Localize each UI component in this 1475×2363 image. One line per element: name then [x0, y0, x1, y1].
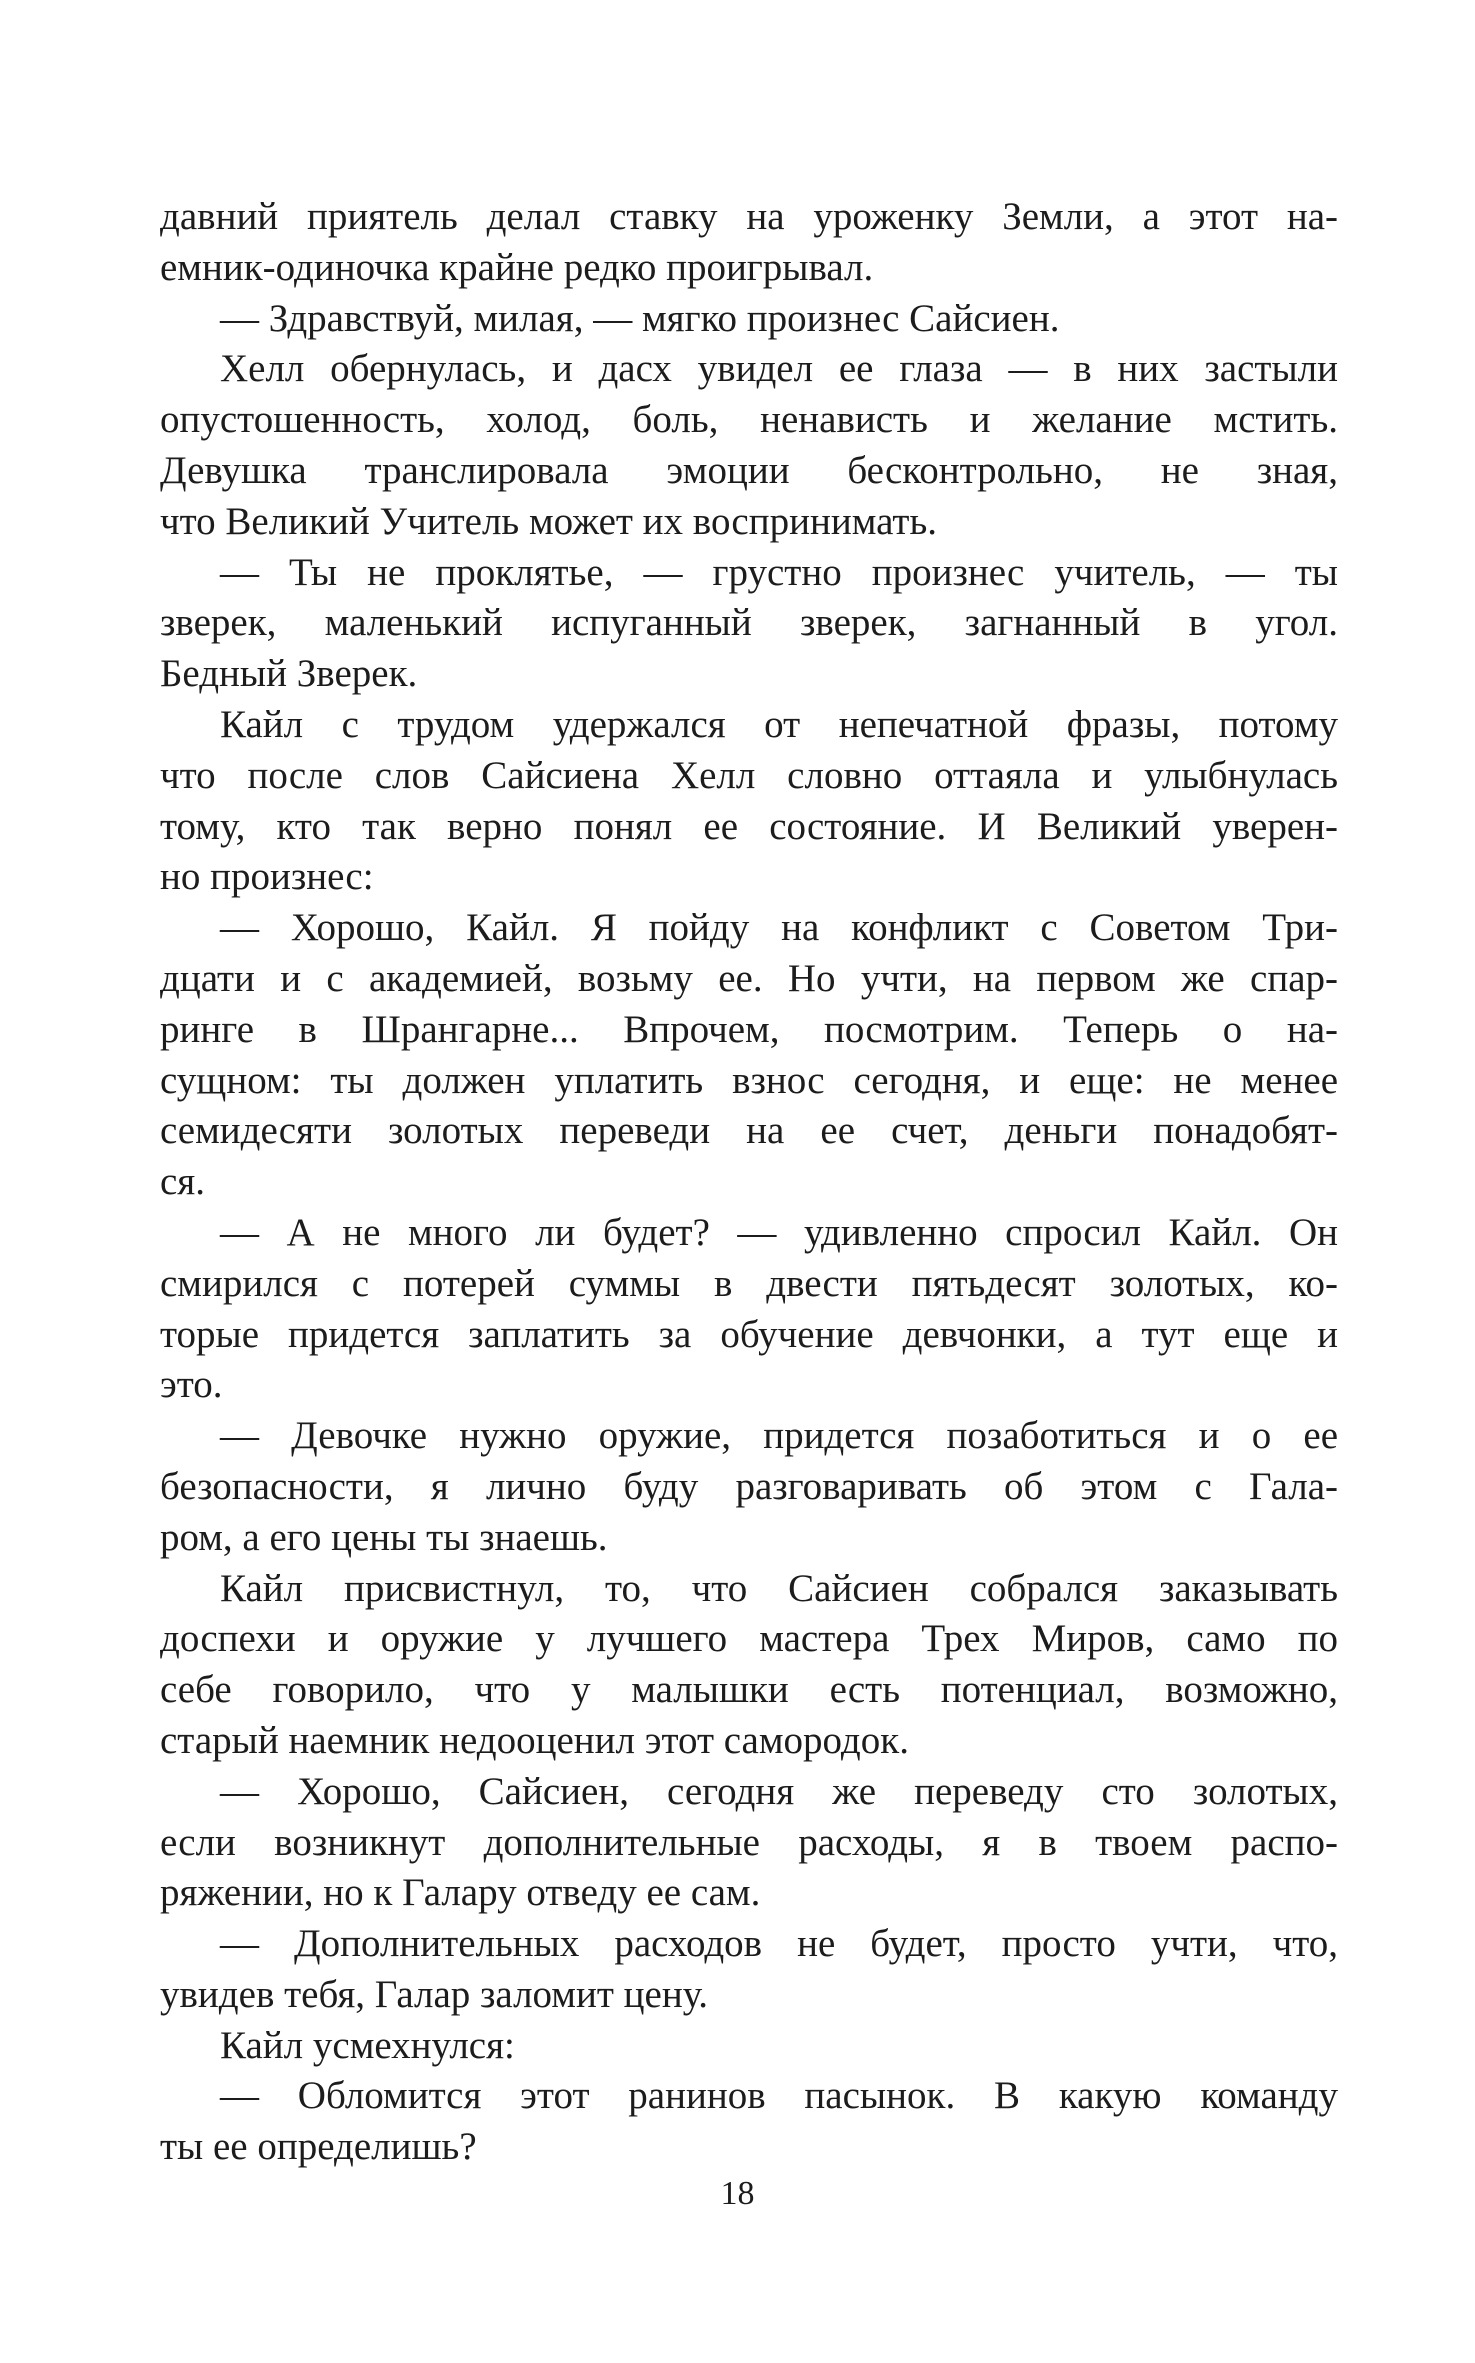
- text-line: ряжении, но к Галару отведу ее сам.: [160, 1871, 761, 1915]
- text-line: зверек, маленький испуганный зверек, загнанный в угол.: [160, 601, 1338, 645]
- text-line: Кайл усмехнулся:: [220, 2023, 515, 2067]
- text-line: емник-одиночка крайне редко проигрывал.: [160, 245, 874, 289]
- text-line: это.: [160, 1363, 223, 1407]
- text-line: — Хорошо, Кайл. Я пойду на конфликт с Советом Три-: [220, 906, 1338, 950]
- text-line: но произнес:: [160, 855, 374, 899]
- page-number: 18: [720, 2175, 755, 2212]
- text-line: — Обломится этот ранинов пасынок. В какую команду: [220, 2074, 1338, 2118]
- text-line: что после слов Сайсиена Хелл словно оттаяла и улыбнулась: [160, 753, 1338, 797]
- text-line: Бедный Зверек.: [160, 652, 418, 696]
- text-line: увидев тебя, Галар заломит цену.: [160, 1972, 709, 2016]
- text-line: давний приятель делал ставку на уроженку Земли, а этот на-: [160, 195, 1338, 238]
- text-line: Хелл обернулась, и дасх увидел ее глаза — в них застыли: [220, 347, 1338, 391]
- text-line: — Хорошо, Сайсиен, сегодня же переведу сто золотых,: [220, 1769, 1338, 1813]
- text-line: если возникнут дополнительные расходы, я в твоем распо-: [160, 1820, 1338, 1864]
- text-line: — Дополнительных расходов не будет, просто учти, что,: [220, 1922, 1338, 1966]
- text-line: — Здравствуй, милая, — мягко произнес Сайсиен.: [220, 296, 1060, 340]
- text-line: что Великий Учитель может их воспринимать.: [160, 499, 938, 543]
- text-line: семидесяти золотых переведи на ее счет, деньги понадобят-: [160, 1109, 1338, 1153]
- text-line: ром, а его цены ты знаешь.: [160, 1515, 608, 1559]
- text-line: себе говорило, что у малышки есть потенциал, возможно,: [160, 1668, 1338, 1712]
- text-line: сущном: ты должен уплатить взнос сегодня, и еще: не менее: [160, 1058, 1338, 1102]
- text-line: безопасности, я лично буду разговаривать об этом с Гала-: [160, 1464, 1338, 1508]
- text-line: Девушка транслировала эмоции бесконтрольно, не зная,: [160, 448, 1338, 492]
- text-line: смирился с потерей суммы в двести пятьдесят золотых, ко-: [160, 1261, 1338, 1305]
- text-line: доспехи и оружие у лучшего мастера Трех Миров, само по: [160, 1617, 1338, 1661]
- text-line: торые придется заплатить за обучение девчонки, а тут еще и: [160, 1312, 1338, 1356]
- text-line: ринге в Шрангарне... Впрочем, посмотрим. Теперь о на-: [160, 1007, 1338, 1051]
- text-line: тому, кто так верно понял ее состояние. И Великий уверен-: [160, 804, 1338, 848]
- text-line: дцати и с академией, возьму ее. Но учти, на первом же спар-: [160, 956, 1338, 1000]
- body-text: [160, 192, 1338, 2173]
- text-line: старый наемник недооценил этот самородок.: [160, 1718, 909, 1762]
- text-line: Кайл с трудом удержался от непечатной фразы, потому: [220, 702, 1338, 746]
- text-line: ты ее определишь?: [160, 2125, 477, 2169]
- text-line: — А не много ли будет? — удивленно спросил Кайл. Он: [220, 1210, 1338, 1254]
- text-line: Кайл присвистнул, то, что Сайсиен собрался заказывать: [220, 1566, 1338, 1610]
- text-line: — Девочке нужно оружие, придется позаботиться и о ее: [220, 1414, 1338, 1458]
- text-line: опустошенность, холод, боль, ненависть и желание мстить.: [160, 398, 1338, 442]
- text-line: — Ты не проклятье, — грустно произнес учитель, — ты: [220, 550, 1338, 594]
- text-line: ся.: [160, 1160, 205, 1204]
